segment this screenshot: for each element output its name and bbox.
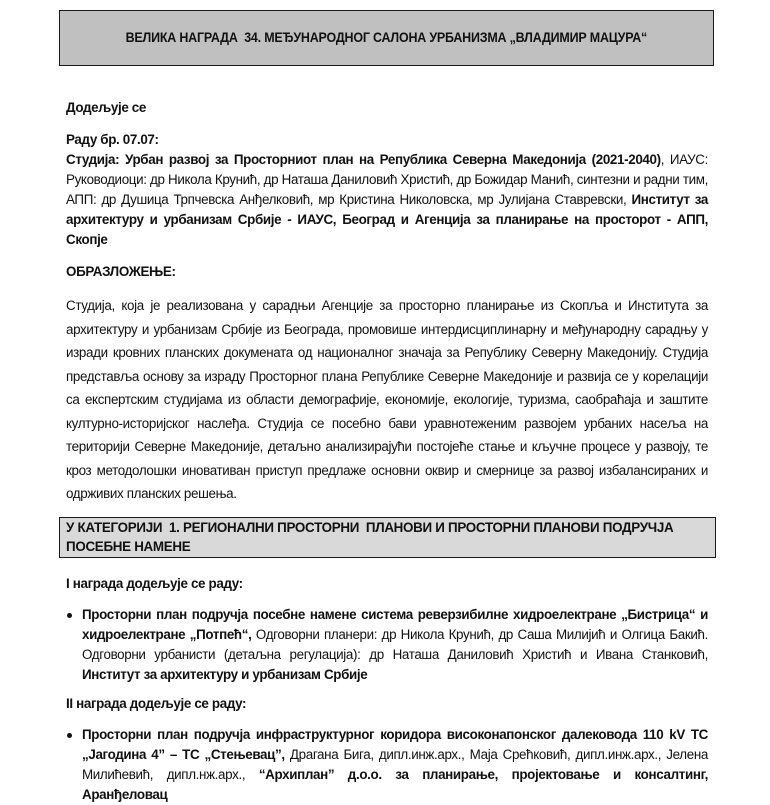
first-prize-label: I награда додељује се раду: [66, 576, 243, 591]
explanation-heading: ОБРАЗЛОЖЕЊЕ: [66, 264, 176, 279]
second-prize-work-title: Просторни план подручја инфраструктурног коридора високонапонског далековода 110 kV ТС „Јагодина 4” – ТС „Стењевац”, [82, 727, 708, 762]
second-prize-institution: “Архиплан” д.о.о. за планирање, пројектовање и консалтинг, Аранђеловац [82, 767, 708, 802]
second-prize-item [66, 725, 708, 805]
first-prize-work-title: Просторни план подручја посебне намене система реверзибилне хидроелектране „Бистрица“ и хидроелектране „Потпећ“, [82, 607, 708, 642]
study-institutions: Институт за архитектуру и урбанизам Србије - ИАУС, Београд и Агенција за планирање на просторот - АПП, Скопје [66, 192, 708, 247]
category-title-line-2: ПОСЕБНЕ НАМЕНЕ [66, 539, 191, 554]
award-description [66, 150, 708, 250]
award-title-box [59, 10, 714, 66]
granted-label: Додељује се [66, 100, 147, 115]
study-title: Студија: Урбан развој за Просторниот план на Република Северна Македонија (2021-2040) [66, 152, 661, 167]
first-prize-institution: Институт за архитектуру и урбанизам Србије [82, 667, 368, 682]
first-prize-item [66, 605, 708, 685]
work-number: Раду бр. 07.07: [66, 132, 159, 147]
category-title-line-1: У КАТЕГОРИЈИ 1. РЕГИОНАЛНИ ПРОСТОРНИ ПЛАНОВИ И ПРОСТОРНИ ПЛАНОВИ ПОДРУЧЈА [66, 520, 674, 535]
award-title: ВЕЛИКА НАГРАДА 34. МЕЂУНАРОДНОГ САЛОНА УРБАНИЗМА „ВЛАДИМИР МАЦУРА“ [125, 30, 648, 45]
explanation-text: Студија, која је реализована у сарадњи Агенције за просторно планирање из Скопља и Института за архитектуру и урбанизам Србије из Београда, промовише интердисциплинарну и међународну сарадњу у изради кровних планских докумената од националног значаја за Републику Северну Македонију. Студија представља основу за израду Просторног плана Републике Северне Македоније и развија се у корелацији са експертским студијама из области демографије, економије, екологије, туризма, саобраћаја и заштите културно-историјског наслеђа. Студија се посебно бави уравнотеженим развојем урбаних насеља на територији Северне Македоније, детаљно анализирајући постојеће стање и кључне процесе у развоју, те кроз методолошки иновативан приступ предлаже основни оквир и смернице за развој избалансираних и одрживих планских решења. [66, 298, 708, 501]
category-box [59, 517, 716, 558]
study-authors: , ИАУС: Руководиоци: др Никола Крунић, др Наташа Даниловић Христић, др Божидар Манић, синтезни и радни тим, АПП: др Душица Трпчевска Анђелковић, мр Кристина Николовска, мр Јулијана Ставревски, [66, 152, 708, 207]
second-prize-authors: Драгана Бига, дипл.инж.арх., Маја Срећковић, дипл.инж.арх., Јелена Милићевић, дипл.нж.арх., [82, 747, 708, 782]
second-prize-label: II награда додељује се раду: [66, 696, 247, 711]
first-prize-authors: Одговорни планери: др Никола Крунић, др Саша Милијић и Олгица Бакић. Одговорни урбанисти (детаљна регулација): др Наташа Даниловић Христић и Ивана Станковић, [82, 627, 709, 662]
